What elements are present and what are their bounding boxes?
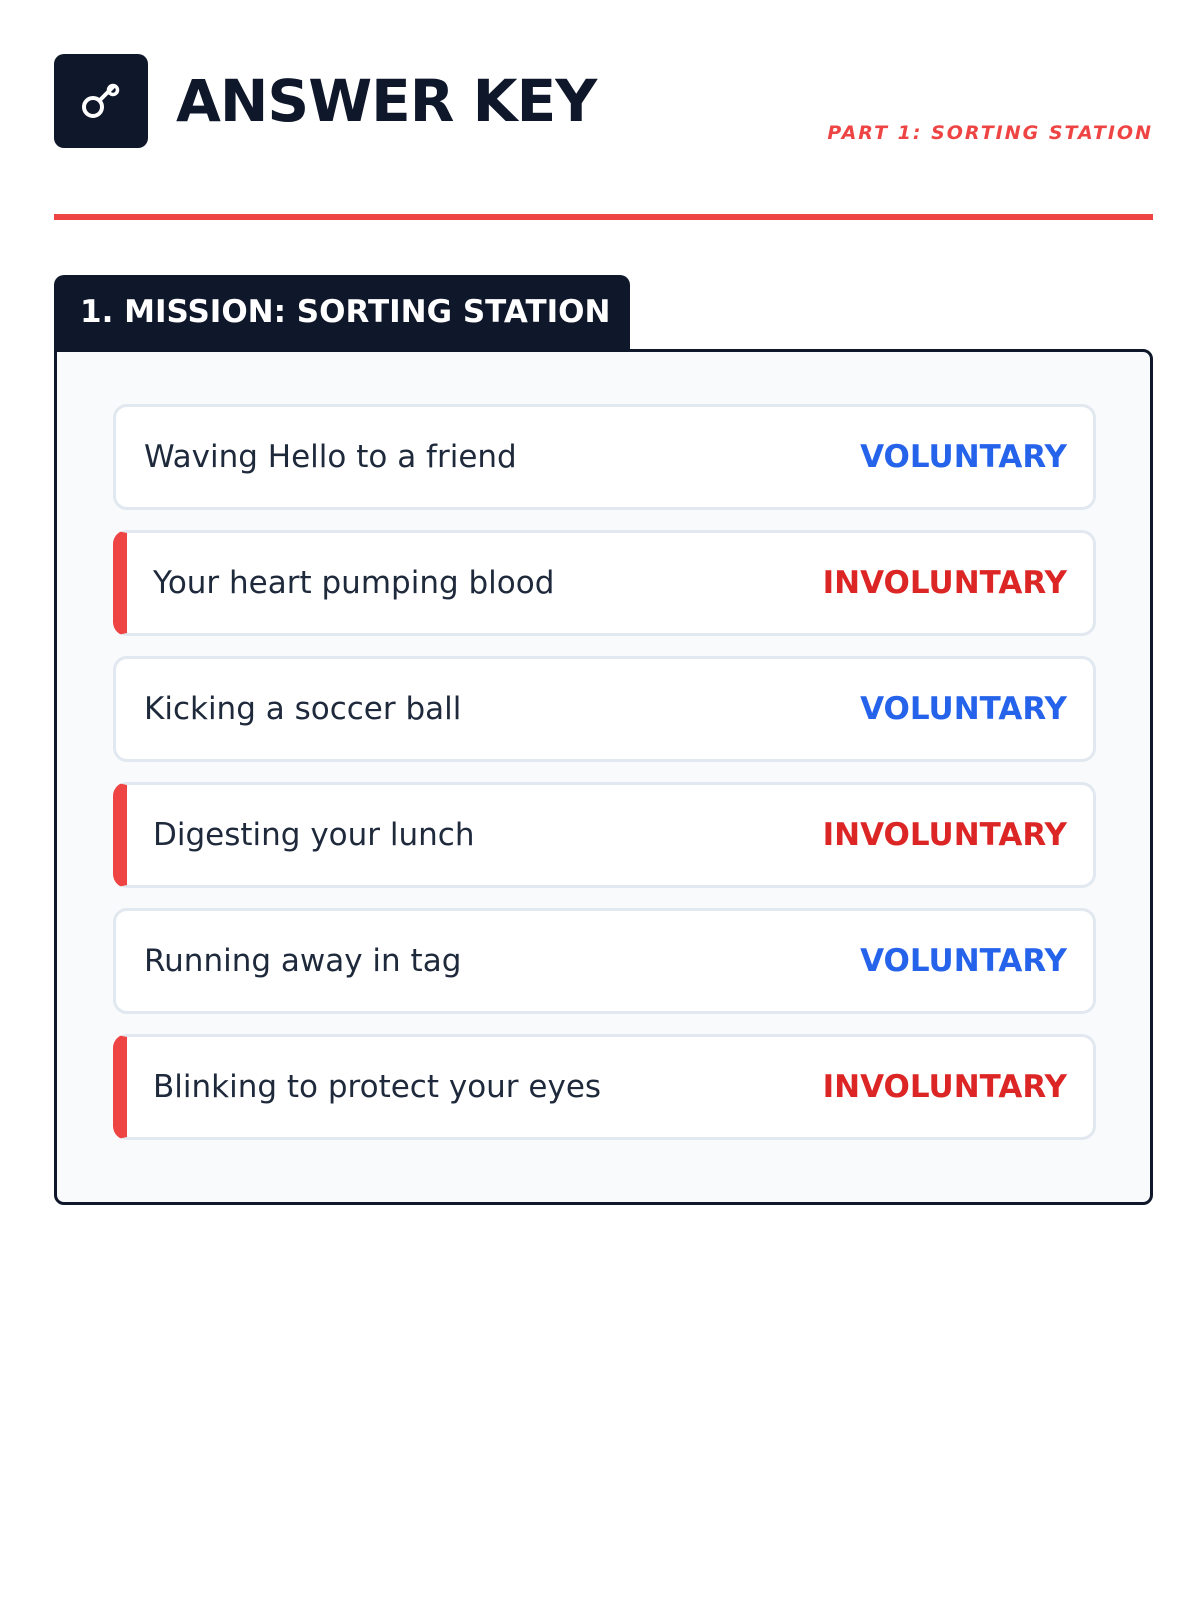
sort-item-text: Blinking to protect your eyes xyxy=(153,1069,602,1105)
header xyxy=(54,54,1153,148)
sort-item xyxy=(113,1034,1096,1140)
sort-item xyxy=(113,404,1096,510)
key-icon xyxy=(77,77,125,125)
sort-item-answer: INVOLUNTARY xyxy=(822,817,1067,853)
key-icon-badge xyxy=(54,54,148,148)
sort-item-text: Your heart pumping blood xyxy=(153,565,555,601)
page-title: ANSWER KEY xyxy=(176,67,597,135)
page-subtitle: PART 1: SORTING STATION xyxy=(827,122,1153,144)
sort-item xyxy=(113,530,1096,636)
sort-item xyxy=(113,908,1096,1014)
sort-item-answer: VOLUNTARY xyxy=(860,439,1067,475)
sort-item-text: Kicking a soccer ball xyxy=(144,691,462,727)
sort-item xyxy=(113,656,1096,762)
section-title: 1. MISSION: SORTING STATION xyxy=(54,275,630,355)
sort-item-text: Running away in tag xyxy=(144,943,462,979)
sort-item xyxy=(113,782,1096,888)
sort-item-answer: VOLUNTARY xyxy=(860,943,1067,979)
sort-item-answer: INVOLUNTARY xyxy=(822,1069,1067,1105)
sort-item-answer: VOLUNTARY xyxy=(860,691,1067,727)
sort-item-text: Waving Hello to a friend xyxy=(144,439,517,475)
sort-item-text: Digesting your lunch xyxy=(153,817,475,853)
sorting-panel xyxy=(54,349,1153,1205)
header-divider xyxy=(54,214,1153,220)
sort-item-answer: INVOLUNTARY xyxy=(822,565,1067,601)
